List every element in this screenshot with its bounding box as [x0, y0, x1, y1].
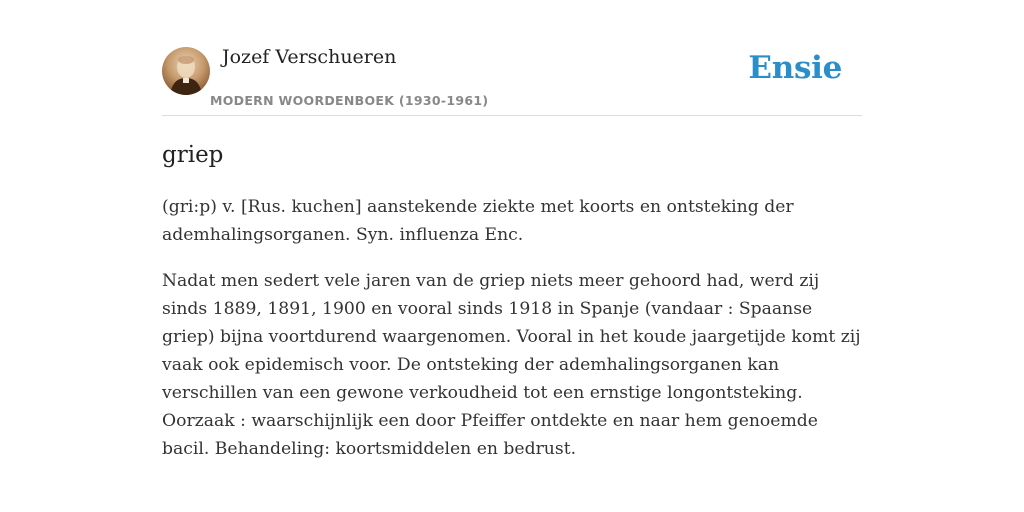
author-avatar[interactable]: [162, 47, 210, 95]
entry-term: griep: [162, 142, 224, 168]
entry-body: Nadat men sedert vele jaren van de griep niets meer gehoord had, werd zij sinds 1889, 1891, 1900 en vooral sinds 1918 in Spanje (vandaar : Spaanse griep) bijna voortdurend waargenomen. Vooral in het koude jaargetijde komt zij vaak ook epidemisch voor. De ontsteking der ademhalingsorganen kan verschillen van een gewone verkoudheid tot een ernstige longontsteking. Oorzaak : waarschijnlijk een door Pfeiffer ontdekte en naar hem genoemde bacil. Behandeling: koortsmiddelen en bedrust.: [162, 271, 861, 459]
entry-header: [162, 44, 862, 116]
entry-card: [162, 44, 862, 463]
author-name[interactable]: Jozef Verschueren: [222, 46, 397, 68]
entry-definition: (gri:p) v. [Rus. kuchen] aanstekende ziekte met koorts en ontsteking der ademhalingsorganen. Syn. influenza Enc.: [162, 197, 794, 245]
source-label[interactable]: MODERN WOORDENBOEK (1930-1961): [210, 93, 489, 108]
ensie-logo[interactable]: Ensie: [748, 50, 842, 86]
portrait-icon: [162, 47, 210, 95]
